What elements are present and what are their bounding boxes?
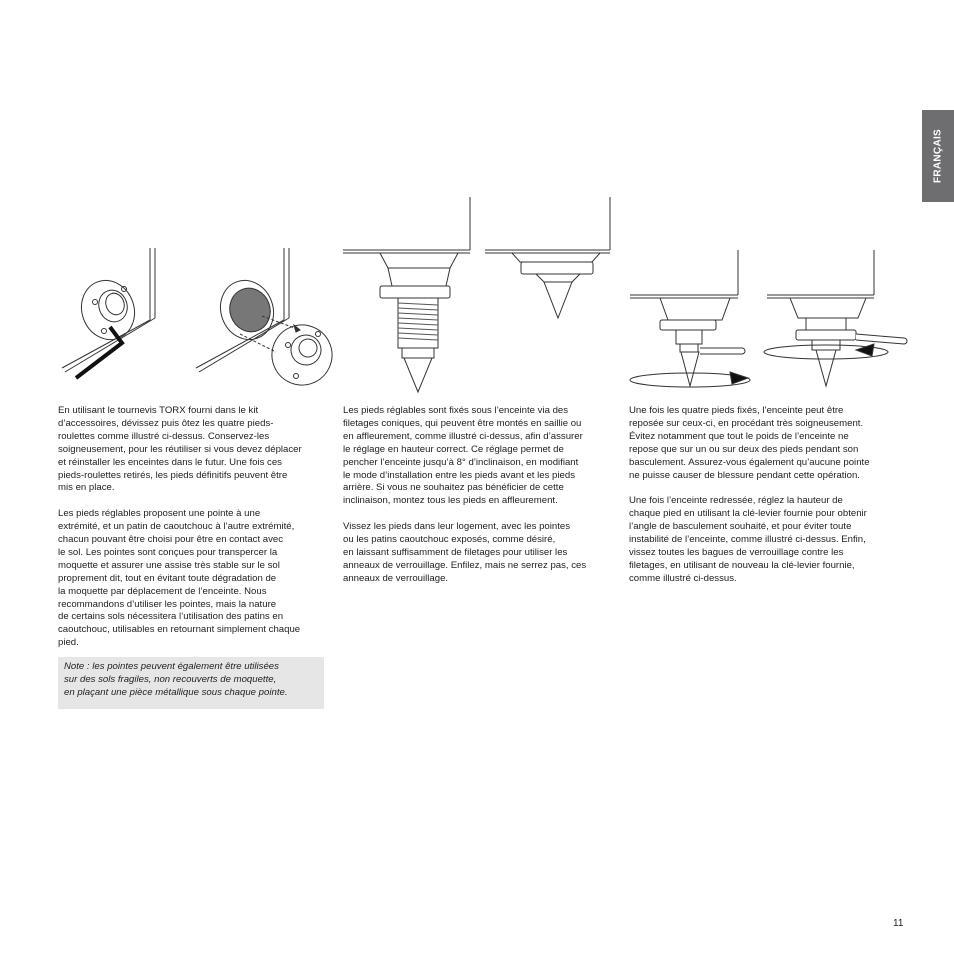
- language-tab-label: FRANÇAIS: [932, 128, 944, 184]
- paragraph: Les pieds réglables proposent une pointe à une extrémité, et un patin de caoutchouc à l’autre extrémité, chacun pouvant être choisi pour être en contact avec le sol. Les pointes sont conçues pour transpercer la moquette et assurer une assise très stable sur le sol proprement dit, tout en évitant toute dégradation de la moquette par déplacement de l’enceinte. Nous recommandons d’utiliser les pointes, mais la nature de certains sols nécessitera l’utilisation des patins en caoutchouc, utilisables en retournant simplement chaque pied.: [58, 508, 301, 649]
- paragraph: Les pieds réglables sont fixés sous l’enceinte via des filetages coniques, qui peuvent être montés en saillie ou en affleurement, comme illustré ci-dessus, afin d’assurer le réglage en hauteur correct. Ce réglage permet de pencher l’enceinte jusqu’à 8° d’inclinaison, en modifiant le mode d’installation entre les pieds avant et les pieds arrière. Si vous ne souhaitez pas bénéficier de cette inclinaison, montez tous les pieds en affleurement.: [343, 405, 583, 507]
- levelling-illustration-2: [764, 250, 907, 386]
- levelling-illustration-1: [630, 250, 750, 387]
- castor-detached-illustration: [196, 248, 340, 393]
- installation-illustrations: [0, 0, 954, 400]
- column-castor-removal: [58, 405, 326, 663]
- foot-flush-illustration: [485, 197, 610, 318]
- foot-proud-illustration: [343, 197, 470, 392]
- column-levelling: [629, 405, 897, 599]
- paragraph: Une fois les quatre pieds fixés, l’enceinte peut être reposée sur ceux-ci, en procédant très soigneusement. Évitez notamment que tout le poids de l’enceinte ne repose que sur un ou sur deux des pieds pendant son basculement. Assurez-vous également qu’aucune pointe ne puisse causer de blessure pendant cette opération.: [629, 405, 870, 481]
- paragraph: Vissez les pieds dans leur logement, avec les pointes ou les patins caoutchouc exposés, comme désiré, en laissant suffisamment de filetages pour utiliser les anneaux de verrouillage. Enfilez, mais ne serrez pas, ces anneaux de verrouillage.: [343, 521, 587, 584]
- page-number: 11: [893, 918, 904, 929]
- castor-removal-illustration: [62, 248, 155, 378]
- paragraph: Une fois l’enceinte redressée, réglez la hauteur de chaque pied en utilisant la clé-levier fournie pour obtenir l’angle de basculement souhaité, et pour éviter toute instabilité de l’enceinte, comme illustré ci-dessus. Enfin, vissez toutes les bagues de verrouillage contre les filetages, en utilisant de nouveau la clé-levier fournie, comme illustré ci-dessus.: [629, 495, 867, 584]
- column-feet-mounting: [343, 405, 611, 599]
- note-box: Note : les pointes peuvent également être utilisées sur des sols fragiles, non recouverts de moquette, en plaçant une pièce métallique sous chaque pointe.: [58, 657, 324, 709]
- paragraph: En utilisant le tournevis TORX fourni dans le kit d’accessoires, dévissez puis ôtez les quatre pieds- roulettes comme illustré ci-dessus. Conservez-les soigneusement, pour les réutiliser si vous devez déplacer et réinstaller les enceintes dans le futur. Une fois ces pieds-roulettes retirés, les pieds définitifs peuvent être mis en place.: [58, 405, 302, 494]
